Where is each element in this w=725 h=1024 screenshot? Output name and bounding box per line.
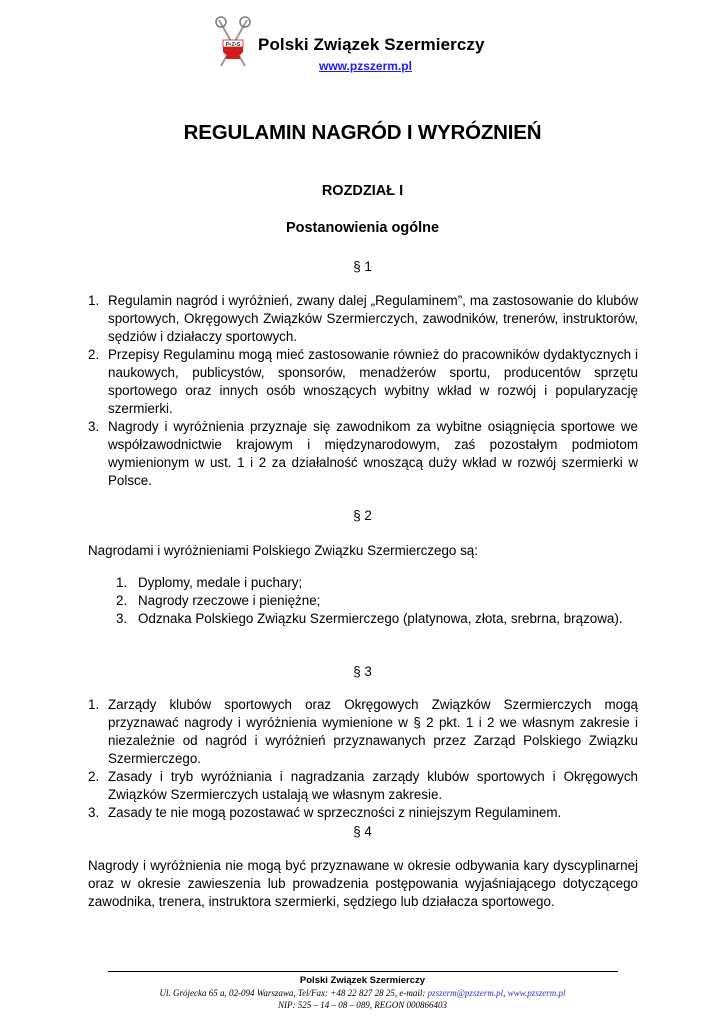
list-item-number: 2. [88,769,100,784]
list-item-number: 2. [88,347,100,362]
paragraph-heading-1: § 1 [353,259,372,274]
list-item-text: Przepisy Regulaminu mogą mieć zastosowanie również do pracowników dydaktycznych i naukowych, publicystów, sponsorów, menadżerów sportu, producentów sprzętu sportowego oraz innych osób wnoszących wybitny wkład w rozwój i popularyzację szermierki. [108,347,638,416]
list-item [88,346,638,418]
paragraph-heading-4: § 4 [353,824,372,839]
website-link[interactable]: www.pzszerm.pl [319,59,412,73]
list-item-text: Nagrody rzeczowe i pieniężne; [138,593,321,608]
list-item-text: Zasady te nie mogą pozostawać w sprzeczności z niniejszym Regulaminem. [108,805,562,820]
list-item-number: 3. [88,419,100,434]
footer-address-text: Ul. Grójecka 65 a, 02-094 Warszawa, Tel/Fax: +48 22 827 28 25, e-mail: [159,988,428,998]
list-item [88,418,638,490]
list-item [88,804,638,822]
section-subtitle: Postanowienia ogólne [285,220,440,236]
list-item [116,610,636,628]
list-item-number: 1. [116,575,128,590]
list-item-number: 3. [116,611,128,626]
organization-name: Polski Związek Szermierczy [258,35,485,54]
paragraph-2-list [116,574,636,628]
list-item [116,574,636,592]
paragraph-3-list [88,696,638,822]
paragraph-1-list [88,292,638,490]
chapter-heading: ROZDZIAŁ I [321,183,404,199]
footer-separator: , [503,988,508,998]
footer-organization-name: Polski Związek Szermierczy [299,975,426,986]
list-item-number: 2. [116,593,128,608]
list-item [88,292,638,346]
paragraph-heading-2: § 2 [353,508,372,523]
footer-address [0,988,725,998]
paragraph-2-intro: Nagrodami i wyróżnieniami Polskiego Związku Szermierczego są: [88,543,478,558]
list-item-text: Zasady i tryb wyróżniania i nagradzania zarządy klubów sportowych i Okręgowych Związków Szermierczych ustalają we własnym zakresie. [108,769,638,802]
footer-divider [108,971,618,972]
list-item [116,592,636,610]
footer-registration: NIP: 525 – 14 – 08 – 089, REGON 000866403 [278,1000,447,1010]
footer-email-link[interactable]: pzszerm@pzszerm.pl [427,988,504,998]
paragraph-heading-3: § 3 [353,664,372,679]
paragraph-4-text: Nagrody i wyróżnienia nie mogą być przyznawane w okresie odbywania kary dyscyplinarnej oraz w okresie zawieszenia lub prowadzenia postępowania wyjaśniającego dotyczącego zawodnika, trenera, instruktora szermierki, sędziego lub działacza sportowego. [88,858,638,909]
list-item-number: 1. [88,697,100,712]
list-item-text: Zarządy klubów sportowych oraz Okręgowych Związków Szermierczych mogą przyznawać nagrody i wyróżnienia wymienione w § 2 pkt. 1 i 2 we własnym zakresie i niezależnie od nagród i wyróżnień przyznawanych przez Zarząd Polskiego Związku Szermierczego. [108,697,638,766]
list-item-number: 3. [88,805,100,820]
list-item-number: 1. [88,293,100,308]
list-item [88,696,638,768]
list-item [88,768,638,804]
list-item-text: Dyplomy, medale i puchary; [138,575,303,590]
crossed-sabres-shield-logo [209,16,257,70]
list-item-text: Regulamin nagród i wyróżnień, zwany dalej „Regulaminem”, ma zastosowanie do klubów sportowych, Okręgowych Związków Szermierczych, zawodników, trenerów, instruktorów, sędziów i działaczy sportowych. [108,293,638,344]
svg-text:P•Z•S: P•Z•S [225,42,241,48]
document-title: REGULAMIN NAGRÓD I WYRÓZNIEŃ [183,121,542,144]
list-item-text: Nagrody i wyróżnienia przyznaje się zawodnikom za wybitne osiągnięcia sportowe we współzawodnictwie krajowym i międzynarodowym, zaś pozostałym podmiotom wymienionym w ust. 1 i 2 za działalność wnoszącą duży wkład w rozwój szermierki w Polsce. [108,419,638,488]
list-item-text: Odznaka Polskiego Związku Szermierczego (platynowa, złota, srebrna, brązowa). [138,611,623,626]
footer-website-link[interactable]: www.pzszerm.pl [507,988,566,998]
